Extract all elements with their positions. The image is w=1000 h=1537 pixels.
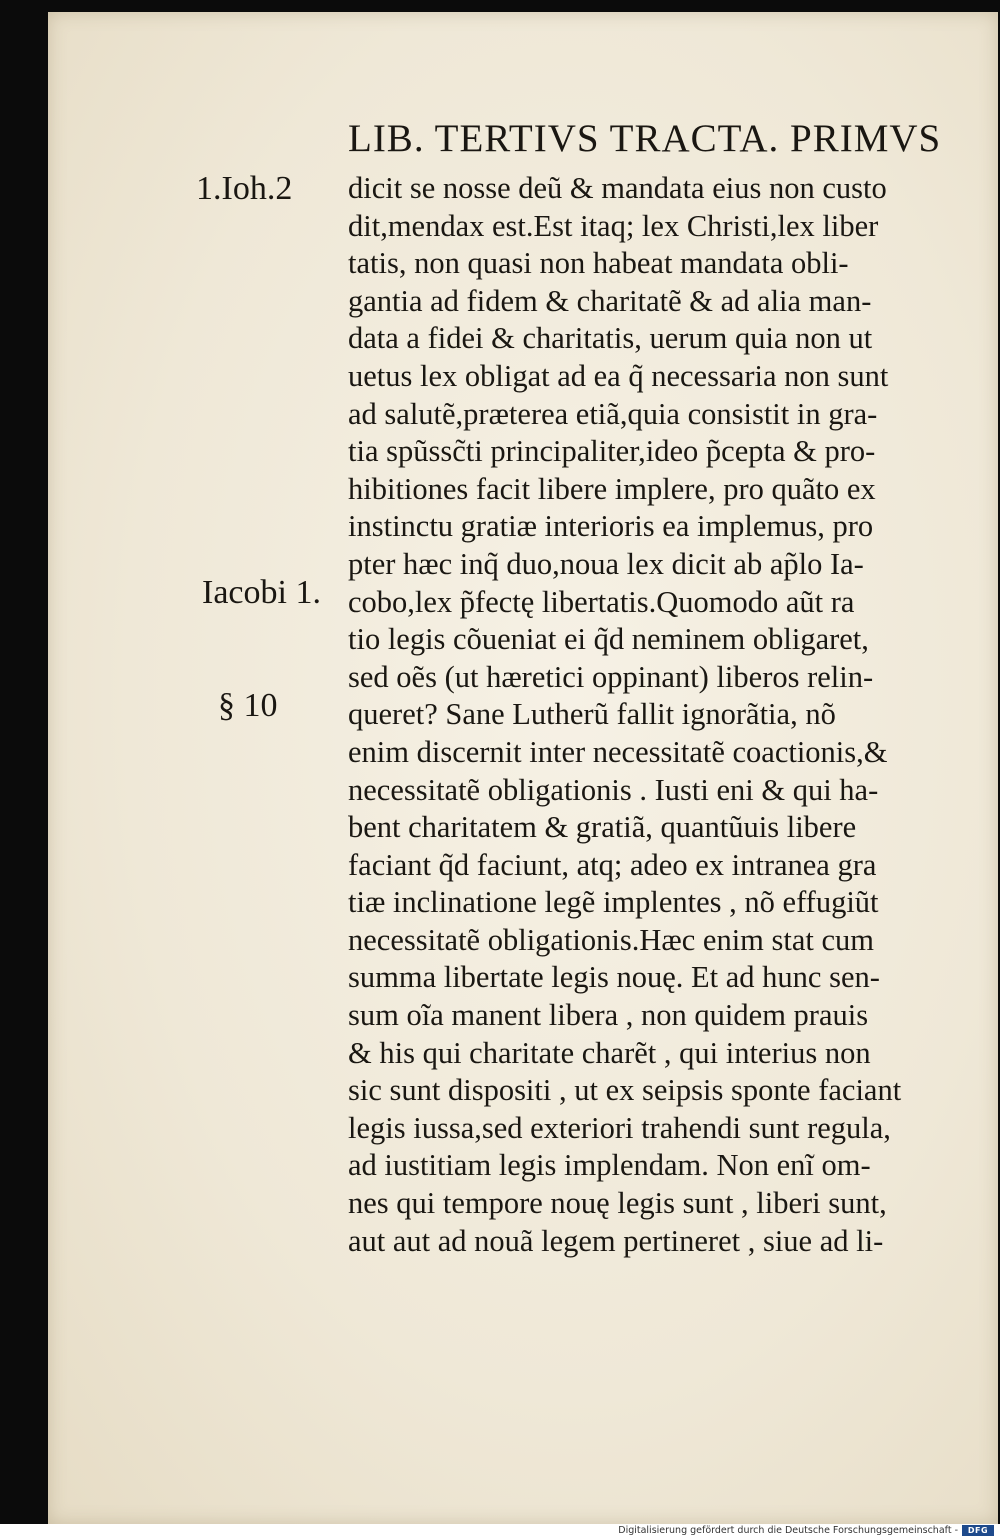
text-line: necessitatẽ obligationis . Iusti eni & qui ha- [348, 772, 879, 807]
book-page [48, 12, 998, 1524]
text-line: data a fidei & charitatis, uerum quia non ut [348, 321, 873, 356]
text-line: sed oẽs (ut hæretici oppinant) liberos relin- [348, 659, 874, 694]
text-line: tia spũssc̃ti principaliter,ideo p̃cepta & pro- [348, 434, 876, 469]
text-line: tio legis cõueniat ei q̃d neminem obligaret, [348, 622, 869, 657]
marginal-note-1-john: 1.Ioh.2 [196, 170, 293, 207]
text-line: nes qui tempore nouę legis sunt , liberi sunt, [348, 1186, 887, 1221]
text-line: uetus lex obligat ad ea q̃ necessaria non sunt [348, 358, 889, 393]
body-text [348, 170, 988, 1260]
text-line: pter hæc inq̃ duo,noua lex dicit ab ap̃lo Ia- [348, 546, 864, 581]
text-line: sum oĩa manent libera , non quidem prauis [348, 998, 869, 1033]
text-line: bent charitatem & gratiã, quantũuis libere [348, 810, 857, 845]
text-line: dit,mendax est.Est itaq; lex Christi,lex liber [348, 208, 879, 243]
text-line: hibitiones facit libere implere, pro quãto ex [348, 471, 876, 506]
text-line: legis iussa,sed exteriori trahendi sunt regula, [348, 1110, 891, 1145]
text-line: faciant q̃d faciunt, atq; adeo ex intranea gra [348, 847, 877, 882]
marginal-note-section: § 10 [218, 687, 278, 724]
text-line: necessitatẽ obligationis.Hæc enim stat cum [348, 922, 875, 957]
text-line: instinctu gratiæ interioris ea implemus, pro [348, 509, 874, 544]
text-line: ad salutẽ,præterea etiã,quia consistit in gra- [348, 396, 878, 431]
running-head: LIB. TERTIVS TRACTA. PRIMVS [348, 117, 942, 160]
text-line: gantia ad fidem & charitatẽ & ad alia man- [348, 283, 872, 318]
text-line: & his qui charitate charẽt , qui interius non [348, 1035, 871, 1070]
text-line: cobo,lex p̃fectę libertatis.Quomodo aũt ra [348, 584, 855, 619]
text-line: sic sunt dispositi , ut ex seipsis sponte faciant [348, 1073, 902, 1108]
text-line: tatis, non quasi non habeat mandata obli- [348, 246, 849, 281]
text-line: aut aut ad nouã legem pertineret , siue ad li- [348, 1223, 884, 1258]
text-line: queret? Sane Lutherũ fallit ignorãtia, nõ [348, 697, 836, 732]
text-line: dicit se nosse deũ & mandata eius non custo [348, 171, 887, 205]
text-line: enim discernit inter necessitatẽ coactionis,& [348, 734, 888, 769]
funding-credit: Digitalisierung gefördert durch die Deutsche Forschungsgemeinschaft - [618, 1525, 958, 1536]
text-line: summa libertate legis nouę. Et ad hunc sen- [348, 960, 880, 995]
marginal-note-james: Iacobi 1. [202, 574, 321, 611]
dfg-logo-icon: DFG [962, 1525, 994, 1536]
footer-bar [0, 1524, 1000, 1537]
text-line: tiæ inclinatione legẽ implentes , nõ effugiũt [348, 885, 879, 920]
text-line: ad iustitiam legis implendam. Non enĩ om- [348, 1148, 871, 1183]
